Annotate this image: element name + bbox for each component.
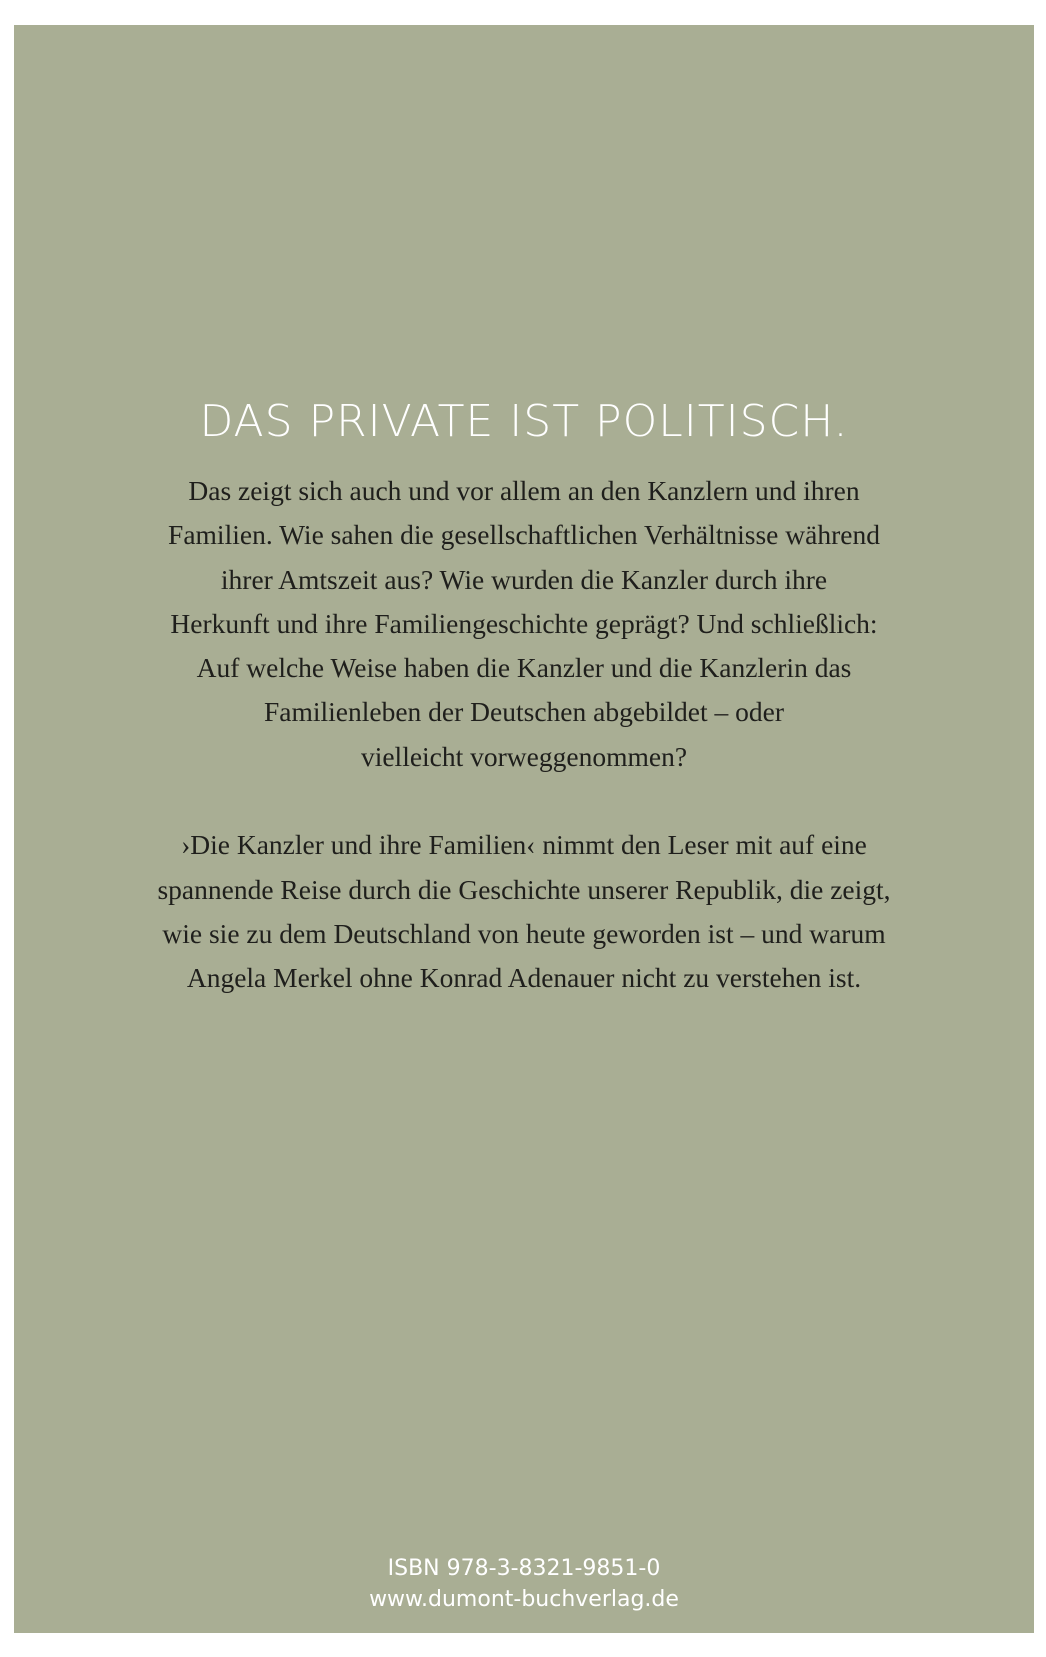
headline: DAS PRIVATE IST POLITISCH. bbox=[199, 396, 849, 447]
text-line: vielleicht vorweggenommen? bbox=[360, 740, 688, 772]
text-line: Angela Merkel ohne Konrad Adenauer nicht zu verstehen ist. bbox=[186, 962, 862, 994]
publisher-website: www.dumont-buchverlag.de bbox=[369, 1587, 679, 1612]
blurb-paragraph-1 bbox=[14, 469, 1034, 779]
blurb-paragraph-2 bbox=[14, 823, 1034, 1000]
text-line: Familienleben der Deutschen abgebildet – oder bbox=[263, 696, 785, 728]
text-line: spannende Reise durch die Geschichte unserer Republik, die zeigt, bbox=[157, 873, 891, 905]
back-cover bbox=[14, 25, 1034, 1633]
text-line: Das zeigt sich auch und vor allem an den Kanzlern und ihren bbox=[188, 475, 860, 506]
text-line: Familien. Wie sahen die gesellschaftlichen Verhältnisse während bbox=[168, 519, 880, 551]
text-line: Herkunft und ihre Familiengeschichte geprägt? Und schließlich: bbox=[170, 607, 878, 639]
text-line: ihrer Amtszeit aus? Wie wurden die Kanzler durch ihre bbox=[220, 563, 828, 595]
text-line: Auf welche Weise haben die Kanzler und die Kanzlerin das bbox=[196, 652, 852, 684]
text-line: wie sie zu dem Deutschland von heute geworden ist – und warum bbox=[162, 917, 886, 949]
isbn: ISBN 978-3-8321-9851-0 bbox=[387, 1556, 661, 1581]
imprint bbox=[14, 1553, 1034, 1615]
blurb-text bbox=[14, 469, 1034, 1001]
text-line: ›Die Kanzler und ihre Familien‹ nimmt den Leser mit auf eine bbox=[181, 829, 867, 861]
